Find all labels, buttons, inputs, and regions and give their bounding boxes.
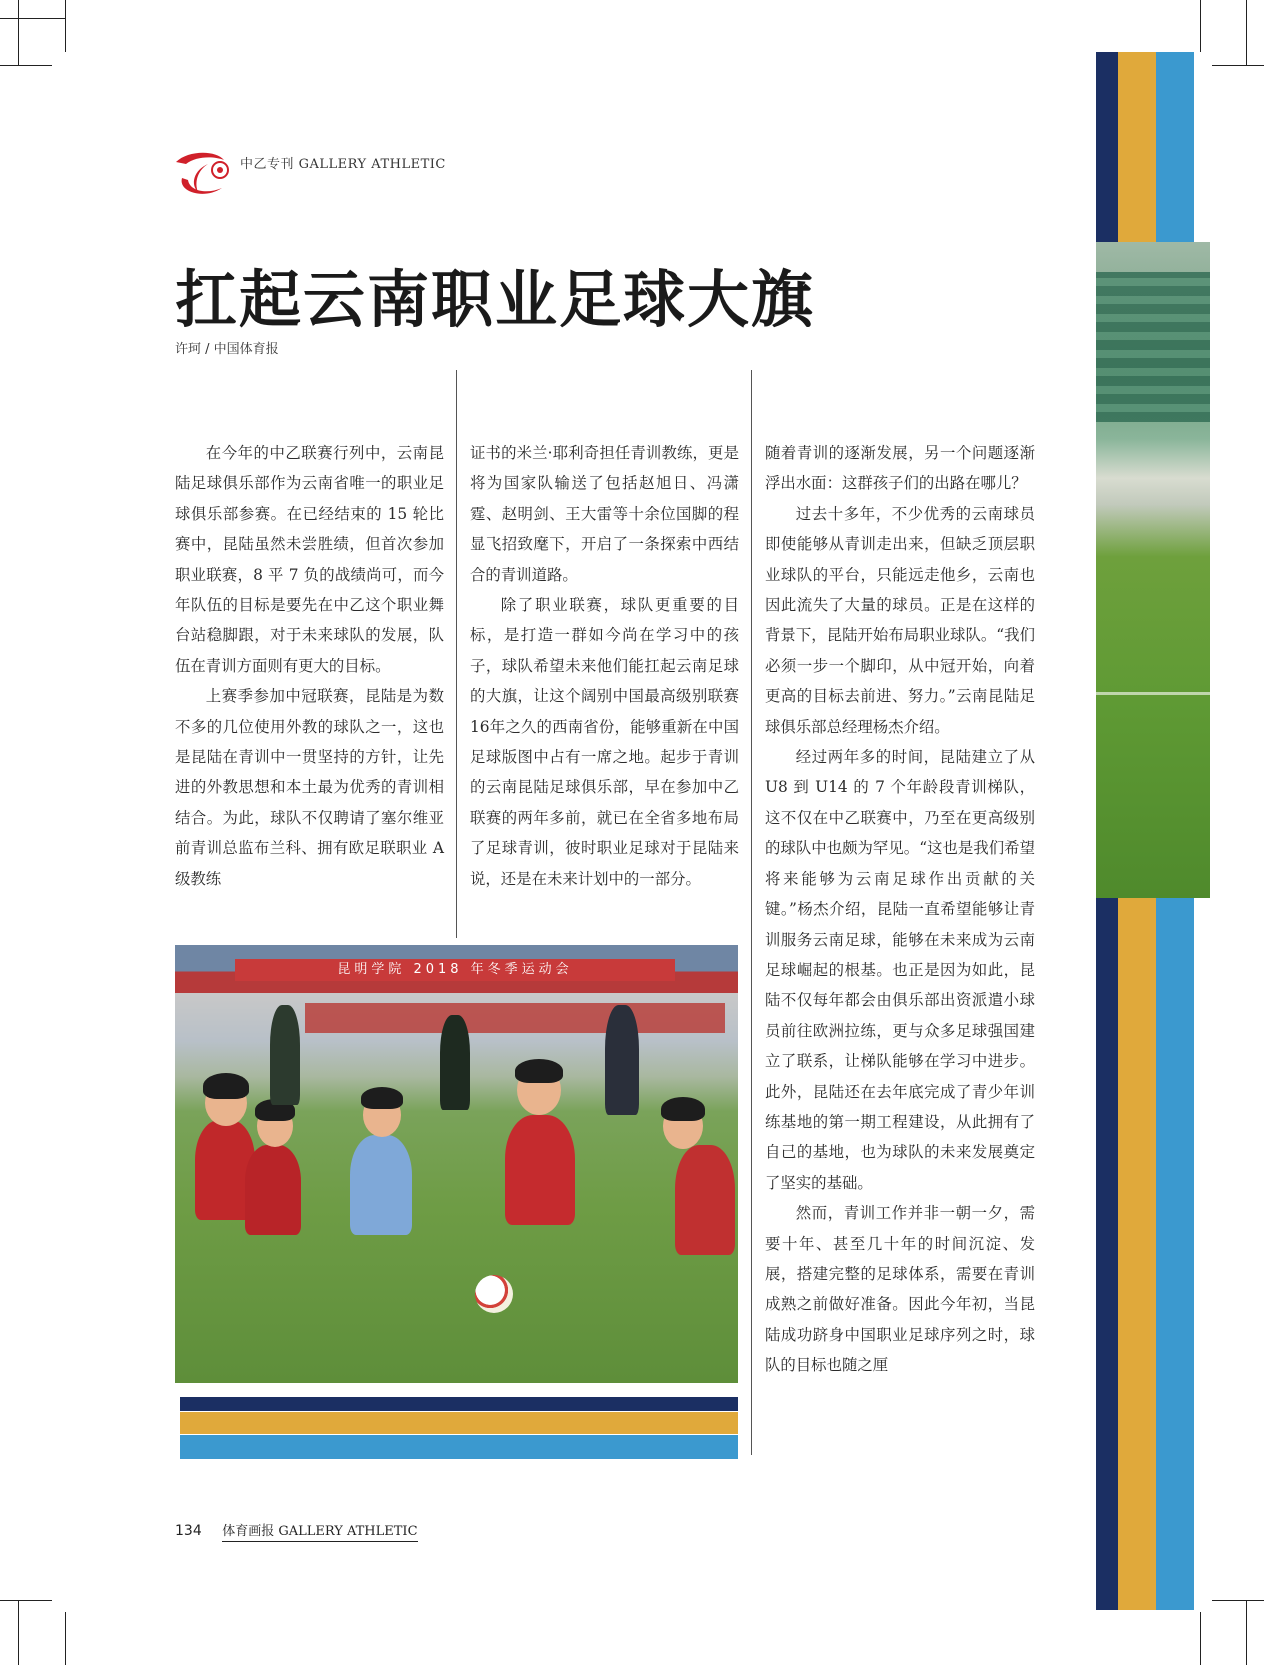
article-column-3 bbox=[765, 438, 1035, 1381]
section-label: 中乙专刊 GALLERY ATHLETIC bbox=[240, 157, 446, 172]
article-byline: 许珂 / 中国体育报 bbox=[175, 342, 279, 357]
column-divider bbox=[456, 370, 457, 938]
crop-mark bbox=[0, 18, 65, 19]
stadium-side-photo bbox=[1096, 242, 1210, 898]
crop-mark bbox=[1246, 1600, 1247, 1665]
article-column-1 bbox=[175, 438, 444, 894]
article-column-2 bbox=[470, 438, 739, 894]
crop-mark bbox=[18, 0, 19, 65]
paragraph: 在今年的中乙联赛行列中，云南昆陆足球俱乐部作为云南省唯一的职业足球俱乐部参赛。在已经结束的 15 轮比赛中，昆陆虽然未尝胜绩，但首次参加职业联赛，8 平 7 负的战绩尚可，而今年队伍的目标是要先在中乙这个职业舞台站稳脚跟，对于未来球队的发展，队伍在青训方面则有更大的目标。 bbox=[175, 444, 444, 675]
crop-mark bbox=[1246, 0, 1247, 65]
crop-mark bbox=[1200, 0, 1201, 52]
crop-mark bbox=[1212, 1600, 1264, 1601]
paragraph: 然而，青训工作并非一朝一夕，需要十年、甚至几十年的时间沉淀、发展，搭建完整的足球体系，需要在青训成熟之前做好准备。因此今年初，当昆陆成功跻身中国职业足球序列之时，球队的目标也随之厘 bbox=[765, 1204, 1035, 1375]
football-icon bbox=[475, 1275, 513, 1313]
crop-mark bbox=[65, 0, 66, 52]
paragraph: 除了职业联赛，球队更重要的目标，是打造一群如今尚在学习中的孩子，球队希望未来他们能扛起云南足球的大旗，让这个阔别中国最高级别联赛 16年之久的西南省份，能够重新在中国足球版图中占有一席之地。起步于青训的云南昆陆足球俱乐部，早在参加中乙联赛的两年多前，就已在全省多地布局了足球青训，彼时职业足球对于昆陆来说，还是在未来计划中的一部分。 bbox=[470, 596, 739, 888]
column-divider bbox=[751, 370, 752, 1455]
paragraph: 随着青训的逐渐发展，另一个问题逐渐浮出水面：这群孩子们的出路在哪儿？ bbox=[765, 444, 1035, 493]
crop-mark bbox=[1212, 65, 1264, 66]
kids-football-photo bbox=[175, 945, 738, 1383]
crop-mark bbox=[1200, 1612, 1201, 1665]
crop-mark bbox=[0, 65, 52, 66]
decor-bar-navy bbox=[180, 1397, 738, 1411]
paragraph: 上赛季参加中冠联赛，昆陆是为数不多的几位使用外教的球队之一，这也是昆陆在青训中一贯坚持的方针，让先进的外教思想和本土最为优秀的青训相结合。为此，球队不仅聘请了塞尔维亚前青训总监布兰科、拥有欧足联职业 A 级教练 bbox=[175, 687, 444, 888]
photo-banner: 昆明学院 2018 年冬季运动会 bbox=[235, 959, 675, 981]
page-number: 134 bbox=[175, 1523, 202, 1539]
club-logo-icon bbox=[168, 148, 238, 200]
decor-bar-blue bbox=[180, 1435, 738, 1459]
page-footer bbox=[175, 1520, 418, 1539]
paragraph: 经过两年多的时间，昆陆建立了从 U8 到 U14 的 7 个年龄段青训梯队，这不仅在中乙联赛中，乃至在更高级别的球队中也颇为罕见。“这也是我们希望将来能够为云南足球作出贡献的关键。”杨杰介绍，昆陆一直希望能够让青训服务云南足球，能够在未来成为云南足球崛起的根基。也正是因为如此，昆陆不仅每年都会由俱乐部出资派遣小球员前往欧洲拉练，更与众多足球强国建立了联系，让梯队能够在学习中进步。此外，昆陆还在去年底完成了青少年训练基地的第一期工程建设，从此拥有了自己的基地，也为球队的未来发展奠定了坚实的基础。 bbox=[765, 748, 1035, 1192]
crop-mark bbox=[65, 1612, 66, 1665]
crop-mark bbox=[0, 1600, 52, 1601]
paragraph: 证书的米兰·耶利奇担任青训教练，更是将为国家队输送了包括赵旭日、冯潇霆、赵明剑、王大雷等十余位国脚的程显飞招致麾下，开启了一条探索中西结合的青训道路。 bbox=[470, 444, 739, 584]
article-title: 扛起云南职业足球大旗 bbox=[175, 263, 816, 336]
magazine-name: 体育画报 GALLERY ATHLETIC bbox=[222, 1524, 417, 1542]
paragraph: 过去十多年，不少优秀的云南球员即使能够从青训走出来，但缺乏顶层职业球队的平台，只能远走他乡，云南也因此流失了大量的球员。正是在这样的背景下，昆陆开始布局职业球队。“我们必须一步一个脚印，从中冠开始，向着更高的目标去前进、努力。”云南昆陆足球俱乐部总经理杨杰介绍。 bbox=[765, 504, 1035, 736]
decor-bar-gold bbox=[180, 1412, 738, 1434]
crop-mark bbox=[18, 1600, 19, 1665]
